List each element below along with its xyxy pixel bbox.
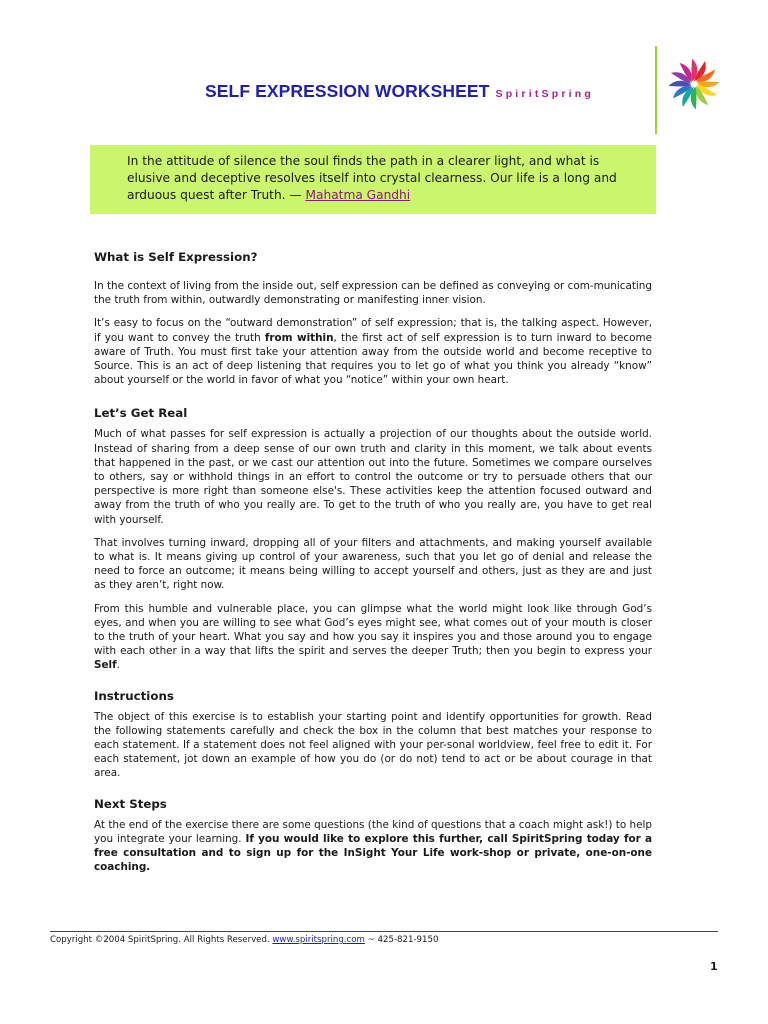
quote-author-link[interactable]: Mahatma Gandhi: [305, 188, 411, 202]
header-divider: [655, 46, 657, 134]
text-run: .: [116, 659, 120, 672]
section-heading-real: Let’s Get Real: [94, 406, 188, 421]
bold-run: Self: [94, 659, 117, 672]
title-block: [205, 81, 594, 102]
phone-number: 425-821-9150: [377, 935, 439, 945]
section-heading-next: Next Steps: [94, 796, 167, 811]
quote-text: [127, 153, 617, 204]
footer: [50, 935, 438, 945]
spiral-logo-icon: [668, 58, 720, 110]
bold-run: If you would like to explore this further, call SpiritSpring today for a free consultation and to sign up for the InSight Your Life work-shop or private, one-on-one coaching.: [94, 832, 652, 874]
paragraph: [94, 316, 652, 387]
section-heading-instructions: Instructions: [94, 688, 174, 703]
section-heading-what: What is Self Expression?: [94, 250, 258, 264]
main-content: [94, 250, 652, 875]
text-run: At the end of the exercise there are some questions (the kind of questions that a coach might ask!) to help you integrate your learning.: [94, 818, 652, 845]
text-run: It’s easy to focus on the “outward demonstration” of self expression; that is, the talking aspect. However, if you want to convey the truth: [94, 317, 652, 344]
paragraph: [94, 602, 652, 673]
paragraph: That involves turning inward, dropping all of your filters and attachments, and making yourself available to what is. It means giving up control of your awareness, such that you let go of denial and release the need to force an outcome; it means being willing to accept yourself and others, just as they are and just as they aren’t, right now.: [94, 536, 652, 592]
paragraph: The object of this exercise is to establish your starting point and identify opportunities for growth. Read the following statements carefully and check the box in the column that best matches your response to each statement. If a statement does not feel aligned with your per-sonal worldview, feel free to edit it. For each statement, jot down an example of how you do (or do not) tend to act or be about courage in that area.: [94, 710, 652, 780]
quote-box: [90, 145, 656, 214]
bold-run: from within: [264, 331, 334, 344]
text-run: , the first act of self expression is to turn inward to become aware of Truth. You must first take your attention away from the outside world and become receptive to Source. This is an act of deep listening that requires you to let go of what you think you already “know” about yourself or the world in favor of what you “notice” within your own heart.: [94, 331, 652, 387]
document-title: SELF EXPRESSION WORKSHEET: [205, 81, 490, 101]
copyright-text: Copyright ©2004 SpiritSpring. All Rights Reserved.: [50, 935, 273, 945]
footer-separator: ~: [364, 935, 378, 945]
quote-body: In the attitude of silence the soul finds the path in a clearer light, and what is elusive and deceptive resolves itself into crystal clearness. Our life is a long and arduous quest after Truth. —: [127, 154, 617, 202]
paragraph: Much of what passes for self expression is actually a projection of our thoughts about the outside world. Instead of sharing from a deep sense of our own truth and clarity in this moment, we talk about events that happened in the past, or we cast our attention out into the future. Sometimes we compare ourselves to others, say or withhold things in an effort to control the outcome or try to persuade others that our perspective is more right than someone else's. These activities keep the attention focused outward and away from the truth of who you really are. To get to the truth of who you really are, you have to get real with yourself.: [94, 428, 652, 526]
text-run: From this humble and vulnerable place, you can glimpse what the world might look like through God’s eyes, and when you are willing to see what God’s eyes might see, what comes out of your mouth is closer to the truth of your heart. What you say and how you say it inspires you and those around you to engage with each other in a way that lifts the spirit and serves the deeper Truth; then you begin to express your: [94, 602, 652, 658]
footer-divider: [50, 931, 718, 932]
paragraph: In the context of living from the inside out, self expression can be defined as conveying or com-municating the truth from within, outwardly demonstrating or manifesting inner vision.: [94, 280, 652, 307]
brand-name: SpiritSpring: [495, 88, 594, 100]
paragraph: [94, 818, 652, 875]
page-header: [0, 0, 768, 140]
website-link[interactable]: www.spiritspring.com: [272, 935, 365, 945]
page-number: 1: [710, 960, 718, 973]
